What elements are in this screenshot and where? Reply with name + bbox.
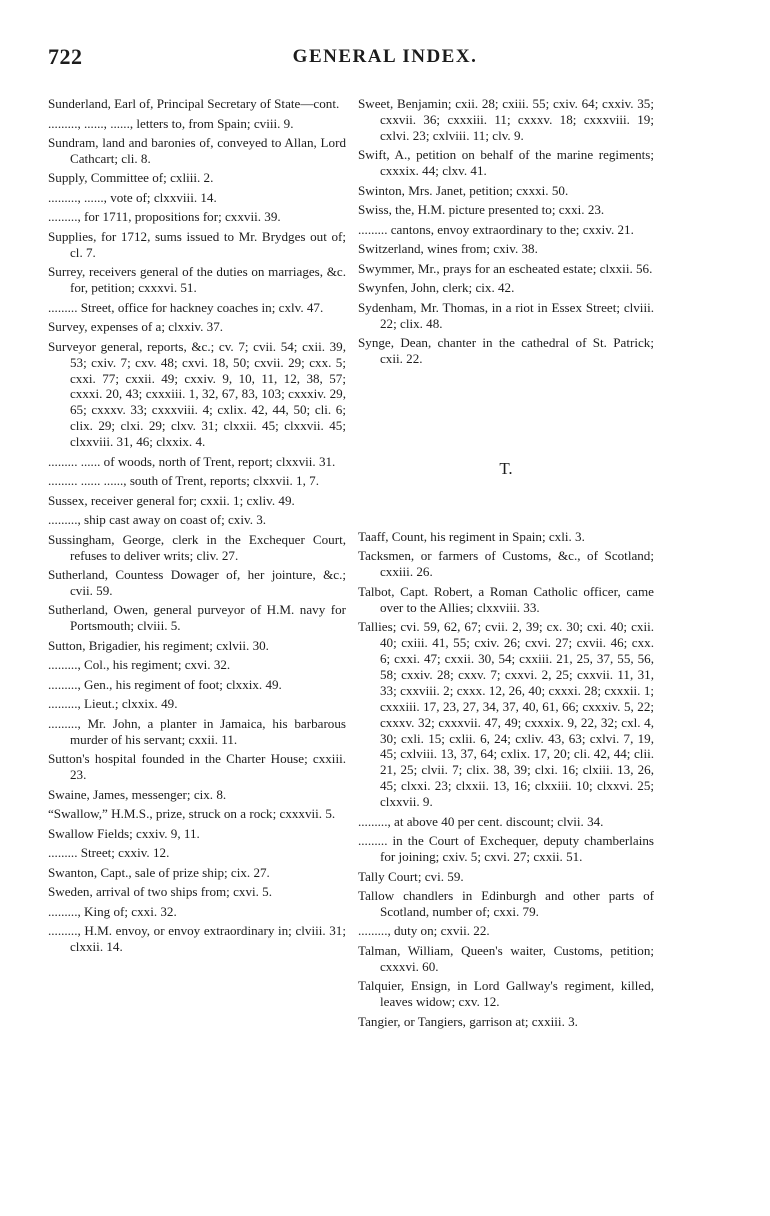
index-entry: Tacksmen, or farmers of Customs, &c., of Scotland; cxxiii. 26.	[358, 548, 654, 580]
index-entry: ......... cantons, envoy extraordinary to the; cxxiv. 21.	[358, 221, 634, 237]
index-entry: ........., ......, ......, letters to, from Spain; cviii. 9.	[48, 115, 294, 131]
index-entry: Talbot, Capt. Robert, a Roman Catholic officer, came over to the Allies; clxxviii. 33.	[358, 583, 654, 615]
index-entry: Sussingham, George, clerk in the Exchequer Court, refuses to deliver writs; cliv. 27.	[48, 531, 346, 563]
index-entry: “Swallow,” H.M.S., prize, struck on a rock; cxxxvii. 5.	[48, 806, 336, 822]
index-entry: Tallow chandlers in Edinburgh and other parts of Scotland, number of; cxxi. 79.	[358, 888, 654, 919]
index-entry: ........., ......, vote of; clxxviii. 14.	[48, 189, 217, 205]
index-entry: ......... in the Court of Exchequer, deputy chamberlains for joining; cxiv. 5; cxvi. 27; cxxii. 51.	[358, 833, 654, 865]
right-column-t-entries	[358, 529, 654, 1030]
index-entry: ........., Gen., his regiment of foot; clxxix. 49.	[48, 676, 282, 692]
index-entry: Supplies, for 1712, sums issued to Mr. Brydges out of; cl. 7.	[48, 228, 346, 260]
index-entry: Taaff, Count, his regiment in Spain; cxli. 3.	[358, 528, 585, 544]
page-number: 722	[48, 44, 83, 69]
index-entry: Survey, expenses of a; clxxiv. 37.	[48, 319, 224, 335]
index-entry: Sutherland, Countess Dowager of, her jointure, &c.; cvii. 59.	[48, 567, 346, 598]
index-entry: Sutton, Brigadier, his regiment; cxlvii. 30.	[48, 637, 269, 653]
right-column-s-entries	[358, 96, 654, 367]
index-entry: ......... Street, office for hackney coaches in; cxlv. 47.	[48, 299, 324, 315]
index-entry: Talman, William, Queen's waiter, Customs, petition; cxxxvi. 60.	[358, 942, 654, 974]
left-column	[48, 96, 346, 959]
index-entry: Surveyor general, reports, &c.; cv. 7; cvii. 54; cxii. 39, 53; cxiv. 7; cxv. 48; cxvi. 18, 50; cxvii. 29; cxx. 5; cxxi. 77; cxxii. 49; cxxiv. 9, 10, 11, 12, 38, 57; cxxxi. 20, 43; cxxxiii. 1, 32, 67, 83, 103; cxxxiv. 29, 65; cxxxv. 33; cxxxviii. 4; cxlix. 42, 44, 50; cli. 6; clix. 29; clxi. 29; clxv. 31; clxxii. 45; clxxvii. 45; clxxviii. 31, 46; clxxix. 4.	[48, 338, 346, 450]
page-header	[0, 44, 770, 78]
index-entry: ........., Lieut.; clxxix. 49.	[48, 696, 178, 712]
index-entry: Swift, A., petition on behalf of the marine regiments; cxxxix. 44; clxv. 41.	[358, 147, 654, 179]
running-head: GENERAL INDEX.	[292, 46, 478, 67]
index-entry: ........., ship cast away on coast of; cxiv. 3.	[48, 512, 267, 528]
index-entry: Sweden, arrival of two ships from; cxvi. 5.	[48, 884, 273, 900]
index-entry: Tallies; cvi. 59, 62, 67; cvii. 2, 39; cx. 30; cxi. 40; cxii. 40; cxiii. 41, 55; cxiv. 26; cxvi. 27; cxvii. 46; cxx. 6; cxxi. 47; cxxii. 30, 54; cxxiii. 21, 25, 37, 55, 56, 58; cxxiv. 28; cxxv. 7; cxxvi. 2, 25; cxxvii. 11, 31, 33; cxxviii. 2; cxxx. 12, 26, 40; cxxxi. 28; cxxxii. 1; cxxxiii. 17, 23, 27, 34, 37, 40, 61, 66; cxxxiv. 5, 22; cxxxv. 32; cxxxvii. 47, 49; cxxxix. 9, 22, 32; cxl. 4, 30; cxli. 15; cxlii. 6, 24; cxliv. 43, 63; cxlvi. 7, 19, 45; cxlviii. 13, 37, 64; cxlix. 17, 20; cli. 42, 44; clii. 21, 25; clvii. 7; clix. 38, 39; clxi. 16; clxiii. 13, 26, 45; clxxi. 23; clxxii. 13, 16; clxxiii. 10; clxxvi. 25; clxxvii. 9.	[358, 619, 654, 810]
index-entry: Tangier, or Tangiers, garrison at; cxxiii. 3.	[358, 1013, 578, 1029]
index-entry: Supply, Committee of; cxliii. 2.	[48, 170, 214, 186]
section-letter-heading: T.	[499, 458, 513, 478]
index-entry: ........., King of; cxxi. 32.	[48, 903, 177, 919]
index-entry: Swanton, Capt., sale of prize ship; cix. 27.	[48, 864, 270, 880]
index-entry: Swynfen, John, clerk; cix. 42.	[358, 280, 515, 296]
index-entry: Sunderland, Earl of, Principal Secretary of State—cont.	[48, 96, 340, 111]
right-column	[358, 96, 654, 1033]
index-entry: ........., Col., his regiment; cxvi. 32.	[48, 657, 231, 673]
index-entry: ........., at above 40 per cent. discount; clvii. 34.	[358, 813, 604, 829]
index-entry: Sussex, receiver general for; cxxii. 1; cxliv. 49.	[48, 492, 295, 508]
index-entry: Synge, Dean, chanter in the cathedral of St. Patrick; cxii. 22.	[358, 335, 654, 367]
index-entry: Swaine, James, messenger; cix. 8.	[48, 786, 227, 802]
index-entry: Talquier, Ensign, in Lord Gallway's regiment, killed, leaves widow; cxv. 12.	[358, 978, 654, 1010]
index-entry: Swiss, the, H.M. picture presented to; cxxi. 23.	[358, 202, 605, 218]
index-entry: Switzerland, wines from; cxiv. 38.	[358, 241, 538, 257]
index-entry: ........., Mr. John, a planter in Jamaica, his barbarous murder of his servant; cxxii. 11.	[48, 715, 346, 747]
index-entry: Swinton, Mrs. Janet, petition; cxxxi. 50.	[358, 182, 569, 198]
index-entry: Swallow Fields; cxxiv. 9, 11.	[48, 825, 200, 841]
index-entry: ........., for 1711, propositions for; cxxvii. 39.	[48, 209, 281, 225]
index-entry: ......... ...... ......, south of Trent, reports; clxxvii. 1, 7.	[48, 473, 319, 489]
index-entry: ......... ...... of woods, north of Trent, report; clxxvii. 31.	[48, 453, 336, 469]
index-entry: Swymmer, Mr., prays for an escheated estate; clxxii. 56.	[358, 260, 653, 276]
index-entry: Sydenham, Mr. Thomas, in a riot in Essex Street; clviii. 22; clix. 48.	[358, 299, 654, 331]
index-entry: Sutherland, Owen, general purveyor of H.M. navy for Portsmouth; clviii. 5.	[48, 602, 346, 634]
index-entry: ........., duty on; cxvii. 22.	[358, 923, 490, 939]
index-entry: ........., H.M. envoy, or envoy extraordinary in; clviii. 31; clxxii. 14.	[48, 923, 346, 955]
index-entry: Sutton's hospital founded in the Charter House; cxxiii. 23.	[48, 751, 346, 783]
index-entry: Sundram, land and baronies of, conveyed to Allan, Lord Cathcart; cli. 8.	[48, 135, 346, 166]
index-entry: Tally Court; cvi. 59.	[358, 868, 464, 884]
index-entry: Surrey, receivers general of the duties on marriages, &c. for, petition; cxxxvi. 51.	[48, 264, 346, 296]
index-entry: ......... Street; cxxiv. 12.	[48, 845, 170, 861]
index-entry: Sweet, Benjamin; cxii. 28; cxiii. 55; cxiv. 64; cxxiv. 35; cxxvii. 36; cxxxiii. 11; cxxxv. 18; cxxxviii. 19; cxlvi. 23; cxlviii. 11; clv. 9.	[358, 96, 654, 143]
